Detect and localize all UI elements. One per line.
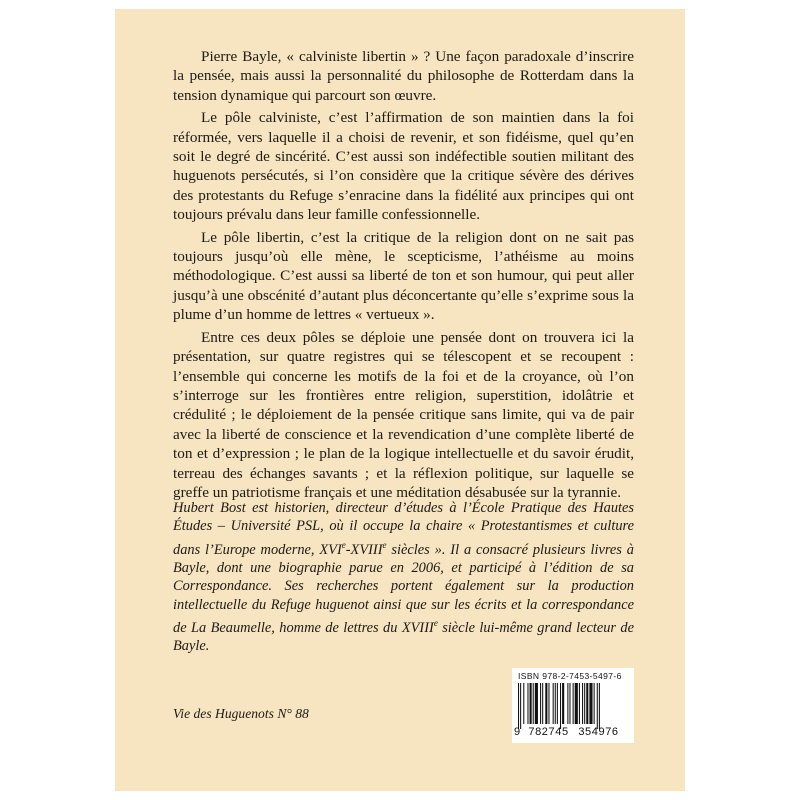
century-xvi: XVI — [319, 541, 342, 558]
barcode-bar — [589, 683, 592, 724]
barcode-bars — [518, 683, 628, 731]
barcode-bar — [527, 683, 528, 724]
barcode-bar — [567, 683, 568, 724]
ean-digits — [514, 726, 632, 738]
paragraph-2: Le pôle calviniste, c’est l’affirmation de son maintien dans la foi réformée, vers laquelle il a choisi de revenir, et son fidéisme, quel qu’en soit le degré de sincérité. C’est aussi son indéfectible soutien militant des huguenots persécutés, si l’on considère que la critique sévère des dérives des protestants du Refuge s’enracine dans la fidélité aux principes qui ont toujours prévalu dans leur famille confessionnelle. — [173, 109, 634, 224]
author-bio — [173, 499, 634, 656]
century-sup-2: e — [382, 539, 387, 550]
barcode-bar — [555, 683, 556, 724]
barcode-bar — [597, 683, 598, 729]
barcode-bar — [573, 683, 574, 724]
barcode-bar — [523, 683, 524, 724]
paragraph-1: Pierre Bayle, « calviniste libertin » ? Une façon paradoxale d’inscrire la pensée, mais aussi la personnalité du philosophe de Rotterdam dans la tension dynamique qui parcourt son œuvre. — [173, 48, 634, 104]
barcode-bar — [594, 683, 595, 724]
barcode-bar — [520, 683, 521, 729]
century-xviii: XVIII — [350, 541, 383, 558]
bio-dash: - — [345, 541, 351, 558]
barcode-bar — [579, 683, 580, 724]
barcode-bar — [586, 683, 588, 724]
barcode-bar — [553, 683, 554, 724]
barcode-bar — [535, 683, 538, 724]
century-xviii-2: XVIII — [401, 620, 434, 637]
barcode — [512, 668, 634, 743]
paragraph-4: Entre ces deux pôles se déploie une pensée dont on trouvera ici la présentation, sur quatre registres qui se télescopent et se recoupent : l’ensemble qui concerne les motifs de la foi et de la croyance, où l’on s’interroge sur les frontières entre religion, superstition, idolâtrie et crédulité ; le déploiement de la pensée critique sans limite, qui va de pair avec la liberté de conscience et la revendication d’une complète liberté de ton et d’expression ; le plan de la logique intellectuelle et du savoir érudit, terreau des échanges savants ; et la réflexion politique, sur laquelle se greffe un patriotisme français et une méditation désabusée sur la tyrannie. — [173, 328, 634, 501]
bio-part-3: siècle lui-même grand lecteur de Bayle. — [173, 620, 634, 655]
barcode-bar — [569, 683, 570, 724]
isbn-label: ISBN 978-2-7453-5497-6 — [518, 671, 622, 681]
barcode-bar — [584, 683, 585, 724]
barcode-bar — [562, 683, 564, 724]
barcode-bar — [575, 683, 578, 724]
barcode-bar — [540, 683, 541, 724]
ean-right-digits: 354976 — [578, 726, 619, 738]
barcode-bar — [545, 683, 547, 724]
barcode-bar — [557, 683, 558, 724]
ean-first-digit: 9 — [514, 726, 521, 738]
book-back-cover — [115, 9, 685, 791]
barcode-bar — [530, 683, 532, 724]
barcode-bar — [548, 683, 549, 724]
barcode-bar — [518, 683, 519, 729]
ean-left-digits: 782745 — [528, 726, 569, 738]
bio-part-2: siècles ». Il a consacré plusieurs livres à Bayle, dont une biographie parue en 2006, et participé à l’édition de sa Correspondance. Ses recherches portent également sur la production intellectuelle du Refuge huguenot ainsi que sur les écrits et la correspondance de La Beaumelle, homme de lettres du — [173, 541, 634, 637]
description-text — [173, 47, 634, 505]
barcode-bar — [533, 683, 534, 724]
barcode-bar — [599, 683, 600, 729]
barcode-bar — [542, 683, 543, 724]
barcode-bar — [560, 683, 561, 729]
series-label: Vie des Huguenots N° 88 — [173, 706, 309, 721]
paragraph-3: Le pôle libertin, c’est la critique de la religion dont on ne sait pas toujours jusqu’où elle mène, le scepticisme, l’athéisme au moins méthodologique. C’est aussi sa liberté de ton et son humour, qui peut aller jusqu’à une obscénité d’autant plus déconcertante qu’elle s’exprime sous la plume d’un homme de lettres « vertueux ». — [173, 228, 634, 324]
barcode-bar — [582, 683, 583, 724]
century-sup-3: e — [433, 618, 438, 629]
century-sup-1: e — [341, 539, 346, 550]
bio-part-1: Hubert Bost est historien, directeur d’études à l’École Pratique des Hautes Études – Université PSL, où il occupe la chaire « Protestantismes et culture dans l’Europe moderne, — [173, 500, 634, 558]
